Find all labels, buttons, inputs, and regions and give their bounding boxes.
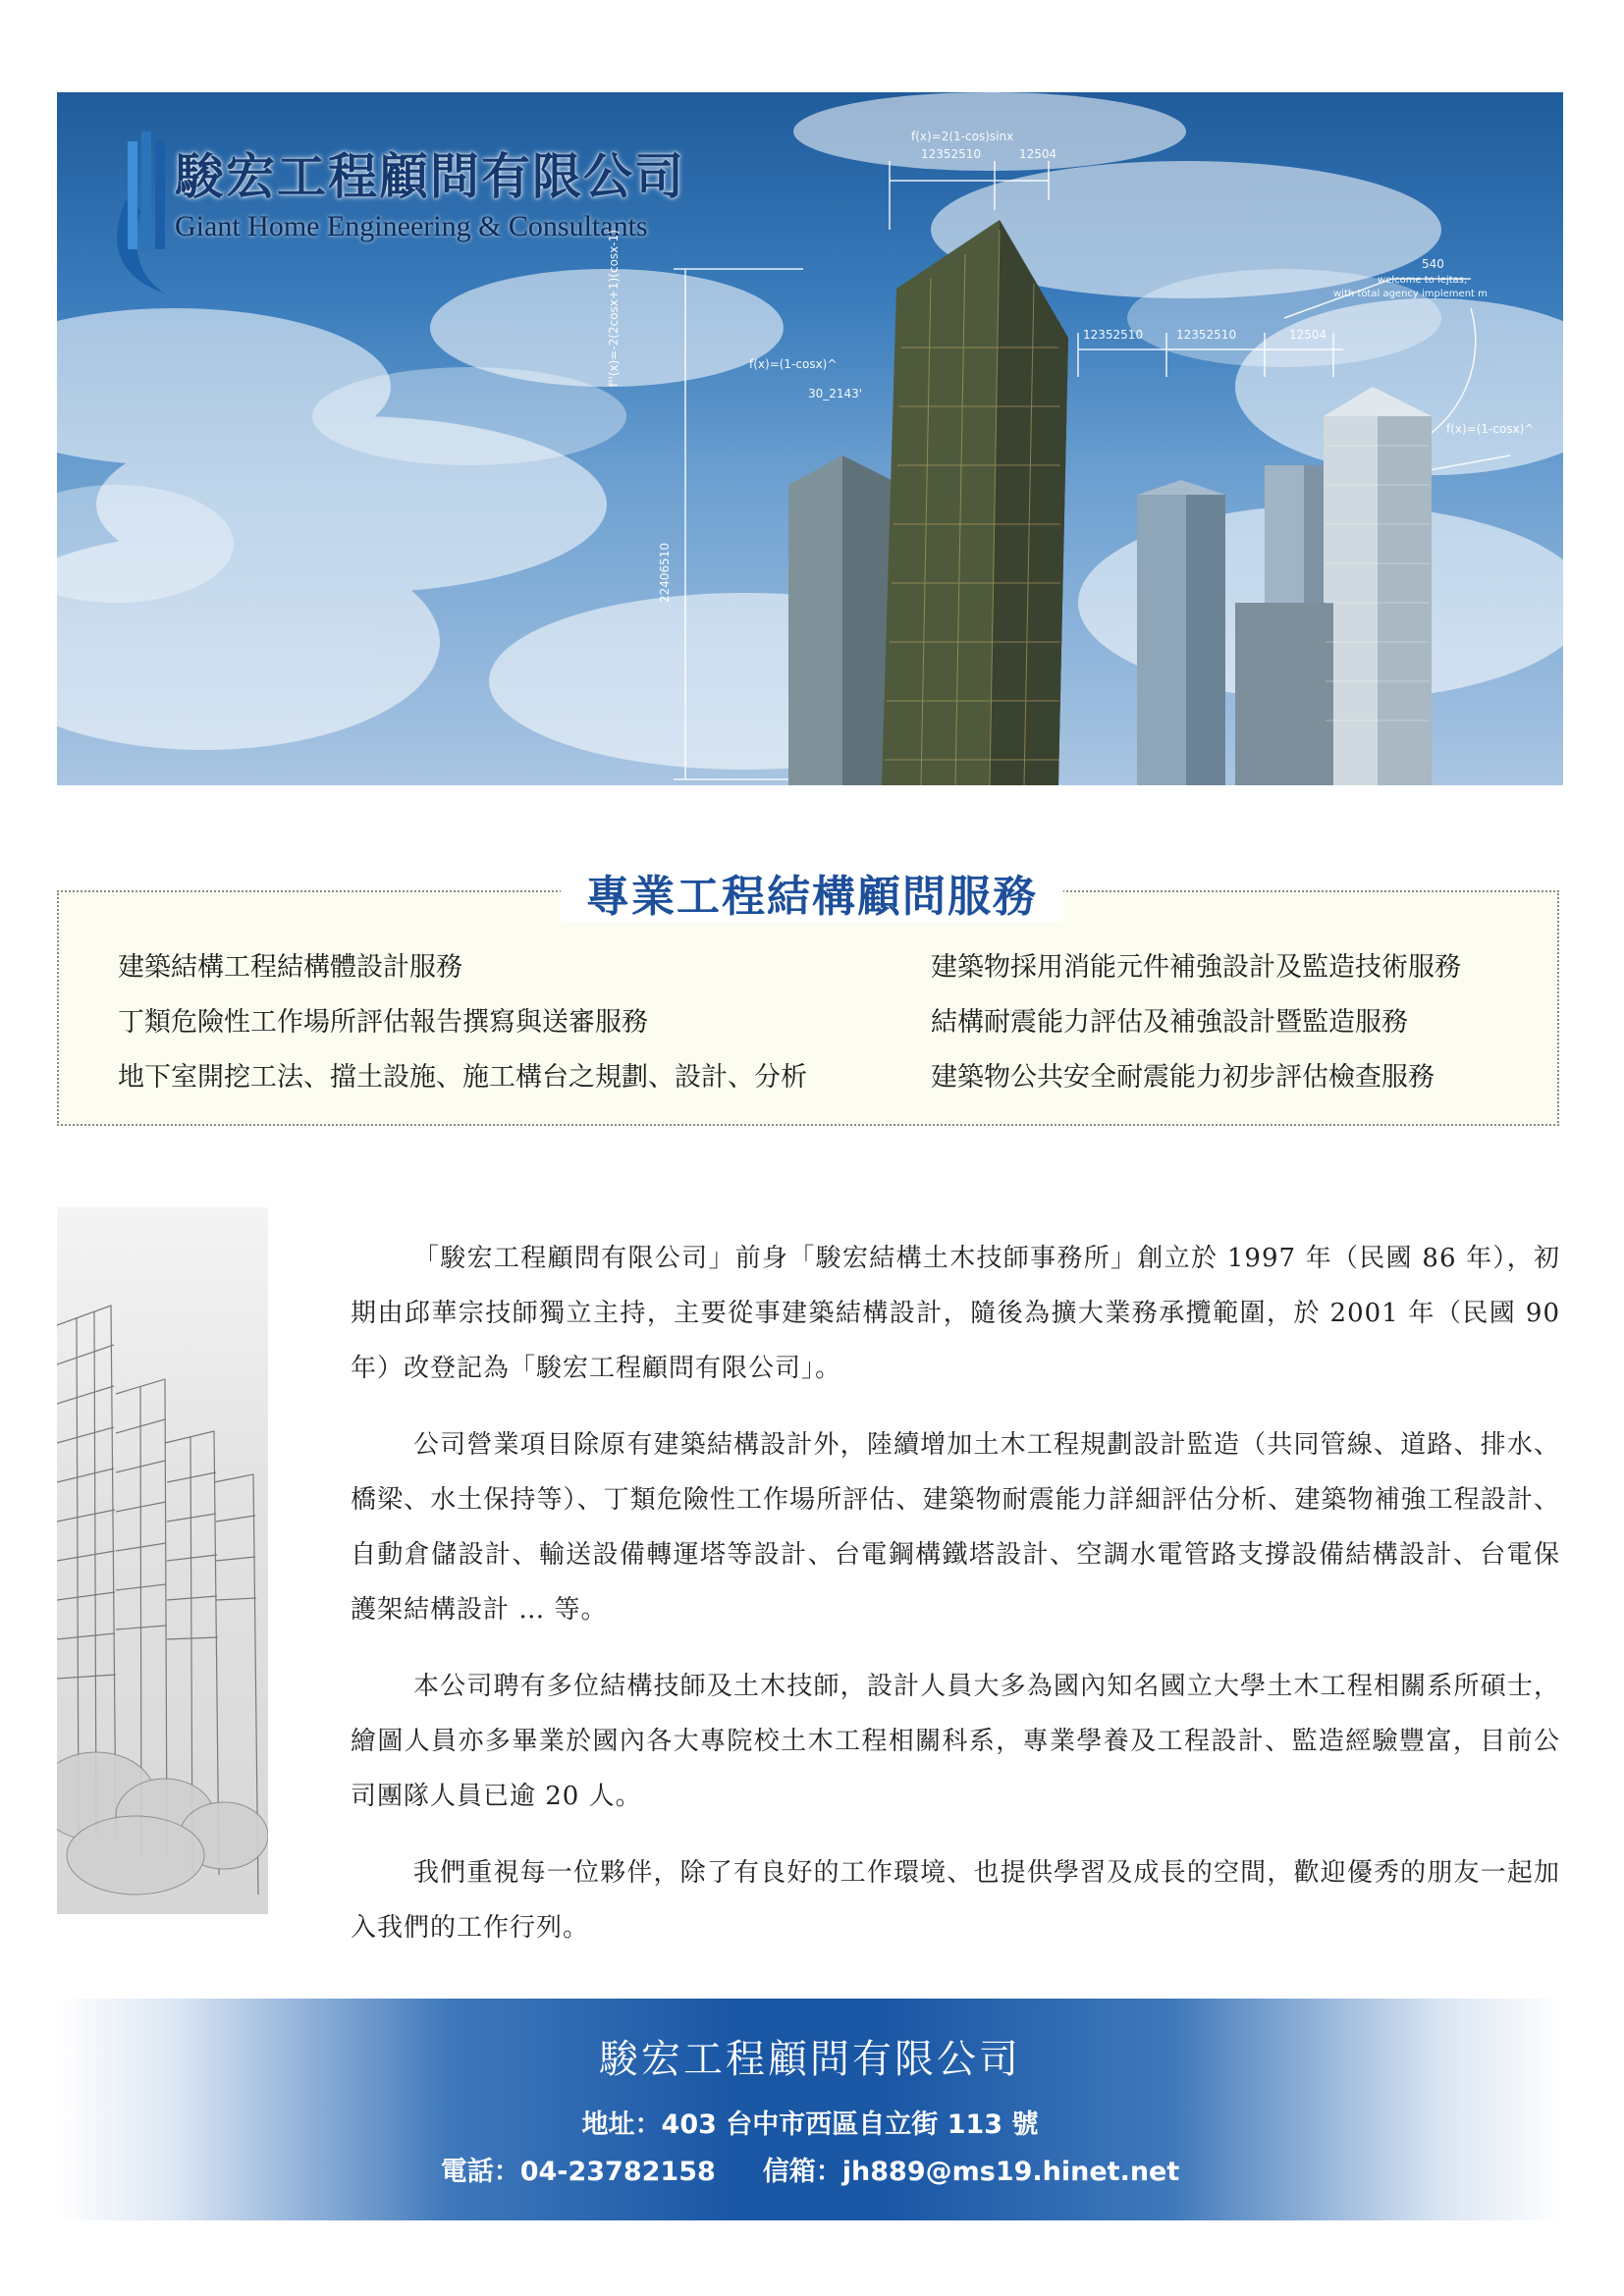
blueprint-angle: 30_2143' <box>808 387 863 400</box>
service-item: 建築物公共安全耐震能力初步評估檢查服務 <box>931 1062 1435 1093</box>
footer-phone: 電話：04-23782158 <box>440 2157 716 2187</box>
services-title-text: 專業工程結構顧問服務 <box>561 872 1063 922</box>
blueprint-dim-c: 12352510 <box>1083 328 1144 342</box>
blueprint-dim-b: 12504 <box>1019 147 1057 161</box>
about-section <box>351 1231 1560 1977</box>
blueprint-note-value: 540 <box>1422 257 1444 271</box>
footer-banner <box>57 1999 1563 2220</box>
footer-contact <box>57 2150 1563 2188</box>
service-item: 結構耐震能力評估及補強設計暨監造服務 <box>931 1007 1408 1038</box>
blueprint-formula-mid: f(x)=(1-cosx)^ <box>749 357 838 371</box>
about-paragraph: 本公司聘有多位結構技師及土木技師，設計人員大多為國內知名國立大學土木工程相關系所碩士，繪圖人員亦多畢業於國內各大專院校土木工程相關科系，專業學養及工程設計、監造經驗豐富，目前公司團隊人員已逾 20 人。 <box>351 1672 1560 1811</box>
service-item: 丁類危險性工作場所評估報告撰寫與送審服務 <box>118 1007 648 1038</box>
logo-block <box>92 128 685 255</box>
blueprint-vertical-formula: f''(x)=-2(2cosx+1)(cosx-1) <box>607 230 621 387</box>
footer-company-name: 駿宏工程顧問有限公司 <box>599 2037 1021 2082</box>
hero-banner <box>57 92 1563 785</box>
sketch-drawing <box>57 1207 268 1914</box>
service-item: 建築結構工程結構體設計服務 <box>118 952 462 983</box>
blueprint-dim-d: 12352510 <box>1176 328 1237 342</box>
blueprint-note-line2: with total agency implement m <box>1333 289 1488 299</box>
about-paragraph: 我們重視每一位夥伴，除了有良好的工作環境、也提供學習及成長的空間，歡迎優秀的朋友一起加入我們的工作行列。 <box>351 1858 1560 1943</box>
blueprint-dim-e: 12504 <box>1289 328 1327 342</box>
services-left-column <box>118 948 807 1113</box>
about-paragraph: 公司營業項目除原有建築結構設計外，陸續增加土木工程規劃設計監造（共同管線、道路、排水、橋梁、水土保持等）、丁類危險性工作場所評估、建築物耐震能力詳細評估分析、建築物補強工程設計、自動倉儲設計、輸送設備轉運塔等設計、台電鋼構鐵塔設計、空調水電管路支撐設備結構設計、台電保護架結構設計 … 等。 <box>351 1430 1560 1625</box>
footer-address: 地址：403 台中市西區自立街 113 號 <box>581 2109 1039 2140</box>
blueprint-vertical-dim: 22406510 <box>658 542 672 603</box>
footer-email[interactable]: 信箱：jh889@ms19.hinet.net <box>762 2157 1180 2187</box>
company-name-en: Giant Home Engineering & Consultants <box>175 210 648 242</box>
blueprint-formula-top: f(x)=2(1-cos)sinx <box>911 130 1014 143</box>
services-title <box>0 861 1624 924</box>
building-sketch-image <box>57 1207 268 1914</box>
services-right-column <box>931 948 1461 1113</box>
tree-icon <box>57 1752 268 1895</box>
service-item: 地下室開挖工法、擋土設施、施工構台之規劃、設計、分析 <box>118 1062 807 1093</box>
blueprint-formula-right: f(x)=(1-cosx)^ <box>1446 422 1535 436</box>
company-name-zh: 駿宏工程顧問有限公司 <box>175 147 685 205</box>
blueprint-dim-a: 12352510 <box>921 147 982 161</box>
blueprint-note-line1: welcome to lejtas, <box>1378 275 1468 286</box>
about-paragraph: 「駿宏工程顧問有限公司」前身「駿宏結構土木技師事務所」創立於 1997 年（民國 86 年），初期由邱華宗技師獨立主持，主要從事建築結構設計，隨後為擴大業務承攬範圍，於 2001 年（民國 90 年）改登記為「駿宏工程顧問有限公司」。 <box>351 1244 1560 1383</box>
service-item: 建築物採用消能元件補強設計及監造技術服務 <box>931 952 1461 983</box>
